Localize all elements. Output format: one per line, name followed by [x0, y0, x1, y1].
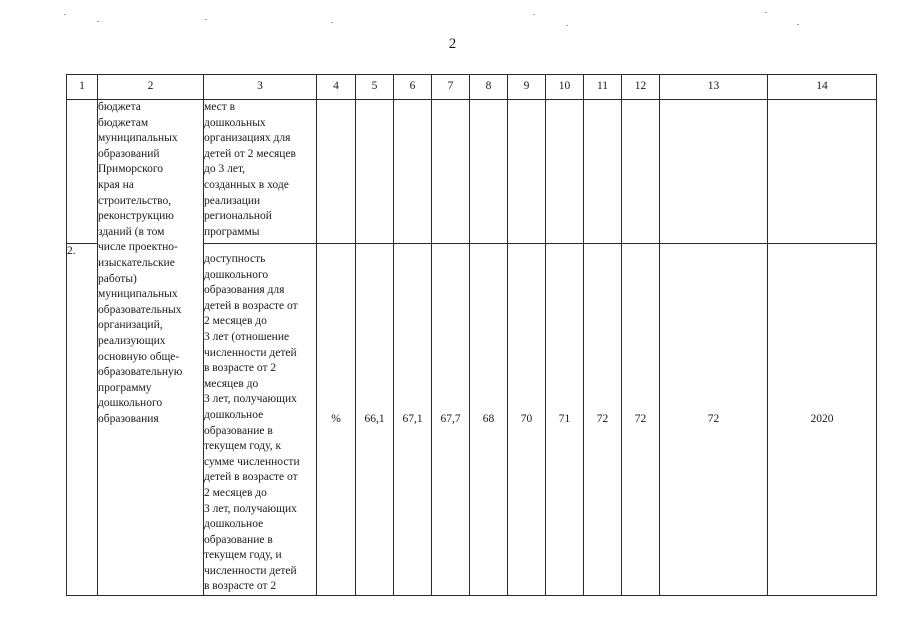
- event-line: муниципальных: [98, 132, 178, 145]
- indicator-line: детей в возрасте от: [204, 299, 298, 312]
- value-cell: 72: [622, 244, 660, 596]
- indicator-line: 2 месяцев до: [204, 315, 267, 328]
- indicator-line: дошкольное: [204, 518, 264, 531]
- header-row: [67, 75, 877, 100]
- unit-cell: %: [317, 244, 356, 596]
- indicator-line: до 3 лет,: [204, 163, 245, 176]
- event-cell: [98, 100, 204, 596]
- event-line: изыскательские: [98, 256, 175, 269]
- table-row: [67, 100, 877, 244]
- indicator-line: текущем году, и: [204, 549, 282, 562]
- indicator-line: сумме численности: [204, 455, 300, 468]
- indicator-cell: [204, 244, 317, 596]
- event-line: числе проектно-: [98, 241, 178, 254]
- value-cell: 67,1: [394, 244, 432, 596]
- header-cell: 12: [622, 75, 660, 100]
- indicator-line: мест в: [204, 101, 236, 113]
- header-cell: 11: [584, 75, 622, 100]
- scan-speck: [97, 21, 99, 22]
- header-cell: 4: [317, 75, 356, 100]
- scan-speck: [566, 25, 568, 26]
- indicator-line: текущем году, к: [204, 440, 282, 453]
- indicator-line: детей в возрасте от: [204, 471, 298, 484]
- scan-speck: [533, 14, 535, 15]
- indicator-line: 3 лет, получающих: [204, 393, 297, 406]
- indicator-line: дошкольных: [204, 116, 266, 129]
- header-cell: 1: [67, 75, 98, 100]
- indicator-line: доступность: [204, 253, 266, 265]
- event-line: организаций,: [98, 319, 163, 332]
- indicator-line: дошкольного: [204, 268, 269, 281]
- value-cell: 72: [660, 244, 768, 596]
- indicator-line: 2 месяцев до: [204, 486, 267, 499]
- value-cell: 72: [584, 244, 622, 596]
- value-cell: [584, 100, 622, 244]
- event-line: образовательную: [98, 366, 183, 379]
- event-line: дошкольного: [98, 397, 163, 410]
- indicator-line: образование в: [204, 424, 273, 437]
- header-cell: 7: [432, 75, 470, 100]
- value-cell: [546, 100, 584, 244]
- row-number-cell: [67, 100, 98, 244]
- indicator-line: дошкольное: [204, 408, 264, 421]
- event-line: программу: [98, 381, 152, 394]
- indicator-line: в возрасте от 2: [204, 362, 277, 375]
- event-line: образований: [98, 147, 160, 160]
- value-cell: [394, 100, 432, 244]
- value-cell: 66,1: [356, 244, 394, 596]
- header-cell: 3: [204, 75, 317, 100]
- header-cell: 14: [768, 75, 877, 100]
- value-cell: [470, 100, 508, 244]
- event-line: бюджетам: [98, 116, 149, 129]
- header-cell: 6: [394, 75, 432, 100]
- event-line: муниципальных: [98, 288, 178, 301]
- header-cell: 13: [660, 75, 768, 100]
- indicator-line: региональной: [204, 210, 272, 223]
- scan-speck: [765, 12, 767, 13]
- indicator-line: численности детей: [204, 564, 297, 577]
- scan-speck: [205, 19, 207, 20]
- header-cell: 8: [470, 75, 508, 100]
- indicator-line: 3 лет (отношение: [204, 330, 290, 343]
- indicator-line: месяцев до: [204, 377, 259, 390]
- indicator-line: программы: [204, 225, 260, 238]
- header-cell: 5: [356, 75, 394, 100]
- header-cell: 10: [546, 75, 584, 100]
- event-line: реализующих: [98, 334, 166, 347]
- event-line: основную обще-: [98, 350, 180, 363]
- header-cell: 9: [508, 75, 546, 100]
- value-cell: [432, 100, 470, 244]
- indicator-line: реализации: [204, 194, 261, 207]
- value-cell: 68: [470, 244, 508, 596]
- indicator-cell: [204, 100, 317, 244]
- indicator-table: [66, 74, 877, 596]
- value-cell: [622, 100, 660, 244]
- indicator-line: образование в: [204, 533, 273, 546]
- event-line: работы): [98, 272, 137, 285]
- value-cell: [508, 100, 546, 244]
- indicator-line: созданных в ходе: [204, 178, 289, 191]
- indicator-line: организациях для: [204, 132, 291, 145]
- event-line: строительство,: [98, 194, 172, 207]
- value-cell: [660, 100, 768, 244]
- indicator-line: 3 лет, получающих: [204, 502, 297, 515]
- header-cell: 2: [98, 75, 204, 100]
- year-cell: [768, 100, 877, 244]
- scan-speck: [64, 14, 66, 15]
- event-line: образования: [98, 412, 159, 425]
- indicator-line: в возрасте от 2: [204, 580, 277, 593]
- row-number-cell: 2.: [67, 244, 98, 596]
- event-line: края на: [98, 178, 134, 191]
- value-cell: 71: [546, 244, 584, 596]
- scan-speck: [797, 24, 799, 25]
- year-cell: 2020: [768, 244, 877, 596]
- page-number: 2: [448, 36, 457, 52]
- value-cell: [356, 100, 394, 244]
- scan-speck: [331, 22, 333, 23]
- event-line: Приморского: [98, 163, 164, 176]
- event-line: зданий (в том: [98, 225, 165, 238]
- event-line: реконструкцию: [98, 210, 174, 223]
- value-cell: 67,7: [432, 244, 470, 596]
- event-line: бюджета: [98, 101, 141, 113]
- value-cell: 70: [508, 244, 546, 596]
- indicator-line: образования для: [204, 284, 285, 297]
- event-line: образовательных: [98, 303, 182, 316]
- indicator-line: численности детей: [204, 346, 297, 359]
- indicator-line: детей от 2 месяцев: [204, 147, 296, 160]
- unit-cell: [317, 100, 356, 244]
